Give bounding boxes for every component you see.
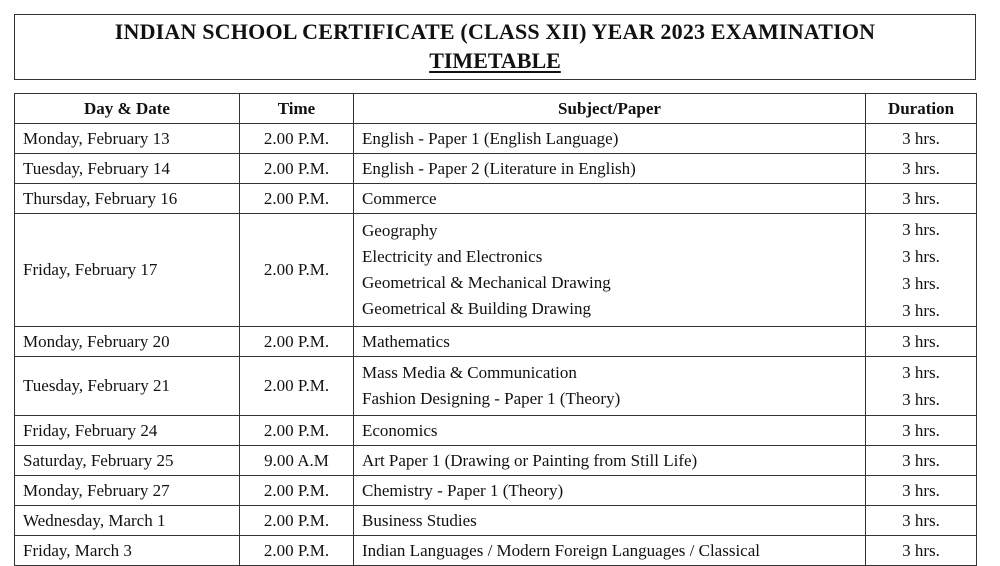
- subject-line: Electricity and Electronics: [362, 247, 543, 266]
- timetable: [14, 93, 976, 566]
- day-date-cell: Monday, February 27: [15, 476, 240, 506]
- subject-line: Geometrical & Mechanical Drawing: [362, 273, 611, 292]
- duration-line: 3 hrs.: [902, 511, 940, 530]
- column-header-time: Time: [240, 94, 354, 124]
- table-row: [15, 184, 977, 214]
- day-date-cell: Monday, February 20: [15, 327, 240, 357]
- table-row: [15, 327, 977, 357]
- time-cell: 2.00 P.M.: [240, 506, 354, 536]
- day-date-cell: Tuesday, February 21: [15, 357, 240, 416]
- duration-line: 3 hrs.: [902, 129, 940, 148]
- time-cell: 9.00 A.M: [240, 446, 354, 476]
- time-cell: 2.00 P.M.: [240, 184, 354, 214]
- day-date-cell: Thursday, February 16: [15, 184, 240, 214]
- duration-line: 3 hrs.: [902, 301, 940, 320]
- subject-cell: [354, 357, 866, 416]
- column-header-day: Day & Date: [15, 94, 240, 124]
- subject-line: Economics: [362, 420, 438, 440]
- day-date-cell: Tuesday, February 14: [15, 154, 240, 184]
- duration-line: 3 hrs.: [902, 220, 940, 239]
- table-row: [15, 446, 977, 476]
- duration-line: 3 hrs.: [902, 541, 940, 560]
- day-date-cell: Friday, February 24: [15, 416, 240, 446]
- subject-cell: [354, 476, 866, 506]
- timetable-table: [14, 93, 977, 566]
- table-row: [15, 416, 977, 446]
- duration-line: 3 hrs.: [902, 274, 940, 293]
- subject-line: English - Paper 1 (English Language): [362, 128, 619, 148]
- table-row: [15, 357, 977, 416]
- time-cell: 2.00 P.M.: [240, 154, 354, 184]
- duration-line: 3 hrs.: [902, 189, 940, 208]
- document-title: INDIAN SCHOOL CERTIFICATE (CLASS XII) YEAR 2023 EXAMINATION: [114, 19, 876, 44]
- day-date-cell: Friday, March 3: [15, 536, 240, 566]
- time-cell: 2.00 P.M.: [240, 536, 354, 566]
- duration-cell: [866, 154, 977, 184]
- subject-line: Mathematics: [362, 331, 450, 351]
- duration-line: 3 hrs.: [902, 451, 940, 470]
- table-row: [15, 154, 977, 184]
- table-row: [15, 214, 977, 327]
- subject-line: Chemistry - Paper 1 (Theory): [362, 480, 564, 500]
- time-cell: 2.00 P.M.: [240, 476, 354, 506]
- duration-cell: [866, 124, 977, 154]
- duration-cell: [866, 446, 977, 476]
- day-date-cell: Wednesday, March 1: [15, 506, 240, 536]
- subject-line: Geography: [362, 221, 438, 240]
- duration-cell: [866, 476, 977, 506]
- duration-line: 3 hrs.: [902, 159, 940, 178]
- time-cell: 2.00 P.M.: [240, 357, 354, 416]
- subject-cell: [354, 327, 866, 357]
- subject-cell: [354, 446, 866, 476]
- table-row: [15, 506, 977, 536]
- duration-cell: [866, 357, 977, 416]
- time-cell: 2.00 P.M.: [240, 327, 354, 357]
- subject-cell: [354, 184, 866, 214]
- duration-cell: [866, 327, 977, 357]
- day-date-cell: Monday, February 13: [15, 124, 240, 154]
- subject-line: Geometrical & Building Drawing: [362, 299, 591, 318]
- duration-line: 3 hrs.: [902, 421, 940, 440]
- duration-line: 3 hrs.: [902, 247, 940, 266]
- subject-cell: [354, 536, 866, 566]
- document-header: [14, 14, 976, 80]
- subject-cell: [354, 416, 866, 446]
- column-header-subject: Subject/Paper: [354, 94, 866, 124]
- day-date-cell: Friday, February 17: [15, 214, 240, 327]
- table-row: [15, 476, 977, 506]
- subject-cell: [354, 506, 866, 536]
- table-body: [15, 124, 977, 566]
- duration-line: 3 hrs.: [902, 390, 940, 409]
- subject-cell: [354, 154, 866, 184]
- subject-line: Commerce: [362, 188, 437, 208]
- subject-line: English - Paper 2 (Literature in English): [362, 158, 636, 178]
- subject-line: Business Studies: [362, 510, 477, 530]
- duration-line: 3 hrs.: [902, 363, 940, 382]
- table-row: [15, 124, 977, 154]
- column-header-duration: Duration: [866, 94, 977, 124]
- document-subtitle: TIMETABLE: [429, 48, 561, 73]
- day-date-cell: Saturday, February 25: [15, 446, 240, 476]
- duration-cell: [866, 506, 977, 536]
- duration-cell: [866, 184, 977, 214]
- time-cell: 2.00 P.M.: [240, 214, 354, 327]
- time-cell: 2.00 P.M.: [240, 416, 354, 446]
- duration-cell: [866, 214, 977, 327]
- subject-line: Indian Languages / Modern Foreign Languages / Classical: [362, 540, 760, 560]
- table-row: [15, 536, 977, 566]
- duration-line: 3 hrs.: [902, 481, 940, 500]
- duration-cell: [866, 416, 977, 446]
- subject-line: Mass Media & Communication: [362, 363, 577, 382]
- duration-cell: [866, 536, 977, 566]
- subject-cell: [354, 214, 866, 327]
- subject-cell: [354, 124, 866, 154]
- subject-line: Art Paper 1 (Drawing or Painting from Still Life): [362, 450, 698, 470]
- subject-line: Fashion Designing - Paper 1 (Theory): [362, 389, 621, 408]
- duration-line: 3 hrs.: [902, 332, 940, 351]
- table-header-row: [15, 94, 977, 124]
- time-cell: 2.00 P.M.: [240, 124, 354, 154]
